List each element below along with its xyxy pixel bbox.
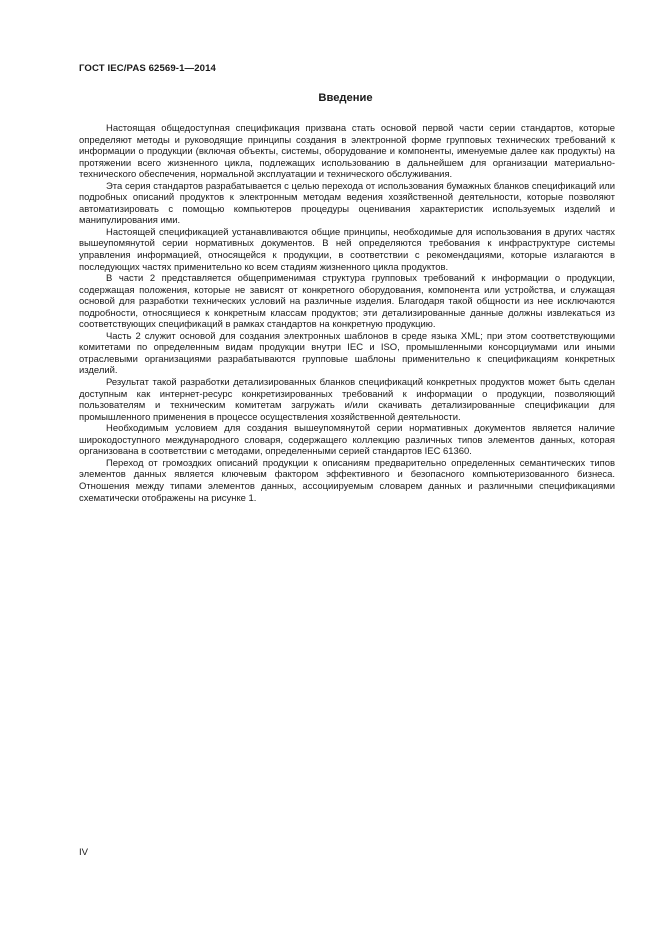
paragraph-7: Необходимым условием для создания вышеупомянутой серии нормативных документов является наличие широкодоступного международного словаря, содержащего коллекцию различных типов элементов данных, которая организована в соответствии с методами, определенными серией стандартов IEC 61360. <box>79 423 615 458</box>
section-title: Введение <box>318 92 373 104</box>
paragraph-4: В части 2 представляется общеприменимая структура групповых требований к информации о продукции, содержащая положения, которые не зависят от конкретного оборудования, компонента или устройства, и служащая основой для разработки технических условий на различные изделия. Благодаря такой общности из нее исключаются подробности, относящиеся к конкретным классам продуктов; эти детализированные данные должны извлекаться из соответствующих спецификаций в рамках стандартов на конкретную продукцию. <box>79 273 615 331</box>
document-code-header: ГОСТ IEC/PAS 62569-1—2014 <box>79 63 216 74</box>
paragraph-3: Настоящей спецификацией устанавливаются общие принципы, необходимые для использования в других частях вышеупомянутой серии нормативных документов. В ней определяются требования к инфраструктуре системы управления информацией, относящейся к продукции, в соответствии с рекомендациями, которые излагаются в последующих частях применительно ко всем стадиям жизненного цикла продуктов. <box>79 226 615 273</box>
paragraph-6: Результат такой разработки детализированных бланков спецификаций конкретных продуктов может быть сделан доступным как интернет-ресурс конкретизированных требований к информации о продукции, позволяющий пользователям и техническим комитетам загружать и/или скачивать детализированные спецификации для промышленного применения в процессе осуществления хозяйственной деятельности. <box>79 377 615 423</box>
paragraph-2: Эта серия стандартов разрабатывается с целью перехода от использования бумажных бланков спецификаций или подробных описаний продуктов к электронным методам ведения хозяйственной деятельности, которые позволяют автоматизировать с помощью компьютеров процедуры оценивания характеристик используемых изделий и манипулирования ими. <box>79 180 615 227</box>
introduction-body <box>79 123 615 504</box>
page-number: IV <box>79 847 89 858</box>
paragraph-5: Часть 2 служит основой для создания электронных шаблонов в среде языка XML; при этом соответствующими комитетами по определенным видам продукции внутри IEC и ISO, промышленными консорциумами или иными отраслевыми организациями разрабатываются групповые шаблоны применительно к спецификациям конкретных изделий. <box>79 330 615 377</box>
paragraph-8: Переход от громоздких описаний продукции к описаниям предварительно определенных семантических типов элементов данных является ключевым фактором эффективного и безопасного компьютеризованного бизнеса. Отношения между типами элементов данных, ассоциируемым словарем данных и различными спецификациями схематически отображены на рисунке 1. <box>79 457 615 504</box>
paragraph-1: Настоящая общедоступная спецификация призвана стать основой первой части серии стандартов, которые определяют методы и руководящие принципы создания в электронной форме групповых технических требований к информации о продукции (включая объекты, системы, оборудование и компоненты, именуемые далее как продукты) на протяжении всего жизненного цикла, подлежащих использованию в дальнейшем для организации материально-технического обеспечения, нормальной эксплуатации и технического обслуживания. <box>79 123 615 181</box>
